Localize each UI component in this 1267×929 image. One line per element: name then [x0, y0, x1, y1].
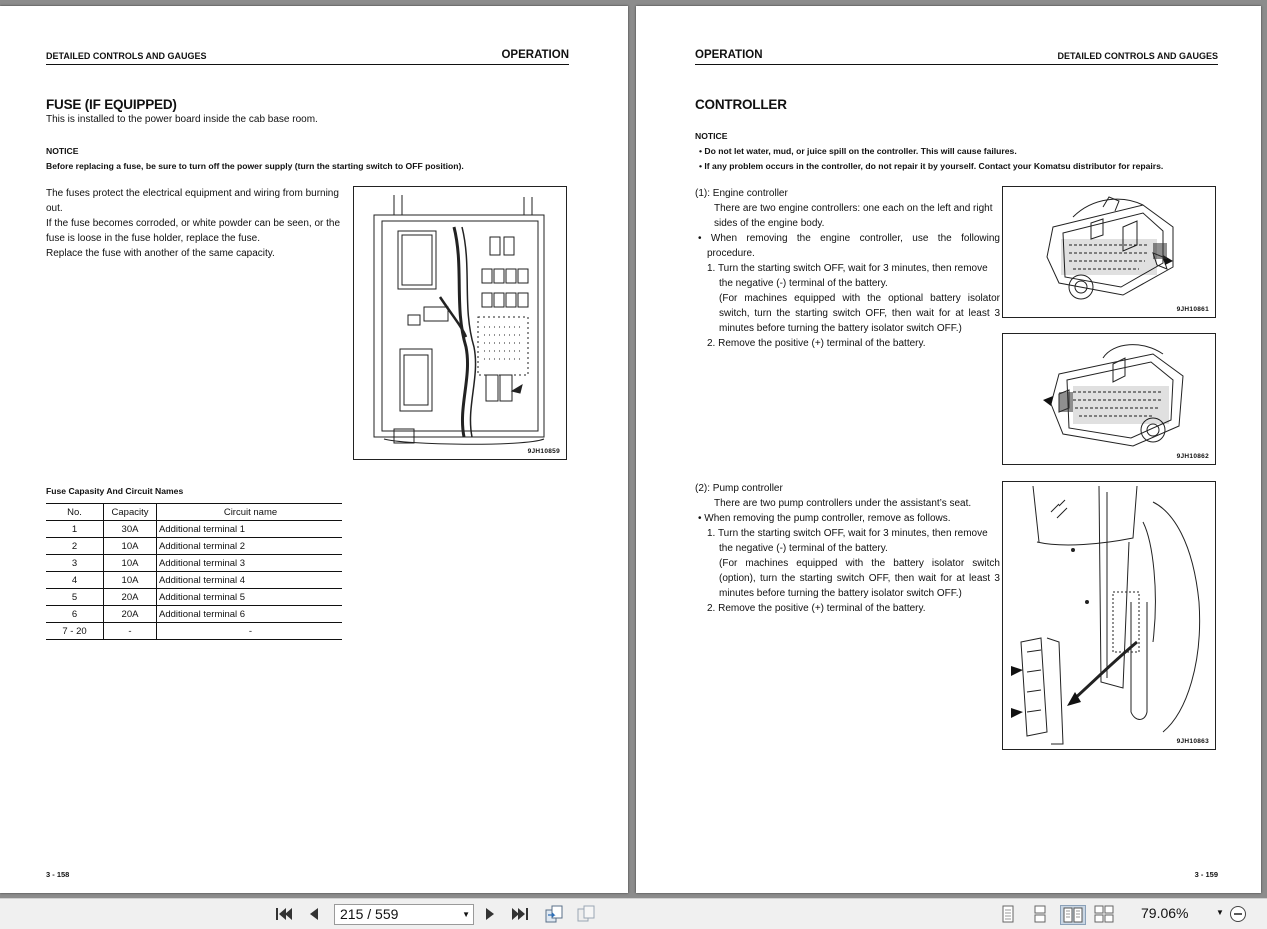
- split-pages-icon: [576, 905, 596, 923]
- last-page-button[interactable]: [510, 905, 530, 923]
- cell-capacity: 10A: [104, 572, 157, 589]
- body-line: 1. Turn the starting switch OFF, wait for 3 minutes, then remove: [707, 528, 988, 539]
- continuous-view-icon: [1032, 905, 1048, 923]
- notice-item: • Do not let water, mud, or juice spill on the controller. This will cause failures.: [699, 146, 1017, 156]
- fuse-board-drawing: [354, 187, 566, 459]
- body-line: minutes before turning the battery isolator switch OFF.): [719, 323, 962, 334]
- table-row: [46, 572, 342, 589]
- extract-pages-icon: [544, 905, 564, 923]
- cell-capacity: 20A: [104, 606, 157, 623]
- notice-item: • If any problem occurs in the controller, do not repair it by yourself. Contact your Komatsu distributor for repairs.: [699, 161, 1164, 171]
- engine-controller-figure-2: [1002, 333, 1216, 465]
- page-number-value: 215 / 559: [340, 906, 399, 922]
- cell-circuit: Additional terminal 3: [157, 555, 343, 572]
- single-page-view-icon: [1000, 905, 1016, 923]
- extract-pages-button[interactable]: [544, 905, 564, 923]
- notice-label: NOTICE: [46, 146, 79, 156]
- body-line: There are two engine controllers: one each on the left and right: [714, 203, 993, 214]
- header-left-text: OPERATION: [695, 49, 763, 61]
- engine-drawing-right: [1003, 334, 1215, 464]
- body-line: sides of the engine body.: [714, 218, 825, 229]
- body-line: Replace the fuse with another of the same capacity.: [46, 248, 275, 259]
- cell-circuit: Additional terminal 2: [157, 538, 343, 555]
- body-line: (For machines equipped with the battery isolator switch: [719, 558, 1000, 569]
- zoom-out-button[interactable]: [1228, 905, 1248, 923]
- table-row: [46, 555, 342, 572]
- figure-label: 9JH10862: [1176, 453, 1209, 460]
- zoom-out-icon: [1229, 905, 1247, 923]
- body-line: The fuses protect the electrical equipment and wiring from burning: [46, 188, 339, 199]
- cell-circuit: Additional terminal 1: [157, 521, 343, 538]
- table-title: Fuse Capasity And Circuit Names: [46, 486, 184, 496]
- body-line: 1. Turn the starting switch OFF, wait for 3 minutes, then remove: [707, 263, 988, 274]
- cell-circuit: -: [157, 623, 343, 640]
- notice-text: Before replacing a fuse, be sure to turn off the power supply (turn the starting switch to OFF position).: [46, 161, 464, 171]
- body-line: out.: [46, 203, 63, 214]
- section-title: FUSE (IF EQUIPPED): [46, 97, 177, 112]
- pump-controller-section: [695, 481, 1000, 616]
- fuse-board-figure: [353, 186, 567, 460]
- col-header-no: No.: [46, 504, 104, 521]
- body-line: If the fuse becomes corroded, or white powder can be seen, or the: [46, 218, 341, 229]
- section-title: CONTROLLER: [695, 97, 787, 112]
- previous-page-button[interactable]: [304, 905, 324, 923]
- notice-label: NOTICE: [695, 131, 728, 141]
- table-row: [46, 606, 342, 623]
- col-header-capacity: Capacity: [104, 504, 157, 521]
- cell-capacity: 10A: [104, 538, 157, 555]
- page-3-159: [636, 6, 1261, 893]
- cell-no: 3: [46, 555, 104, 572]
- table-row: [46, 538, 342, 555]
- cell-no: 5: [46, 589, 104, 606]
- figure-label: 9JH10863: [1176, 738, 1209, 745]
- engine-controller-section: [695, 186, 1000, 351]
- zoom-level[interactable]: 79.06%: [1141, 905, 1189, 921]
- engine-controller-figure-1: [1002, 186, 1216, 318]
- chevron-down-icon[interactable]: ▼: [1216, 908, 1224, 917]
- page-number: 3 - 158: [46, 870, 70, 879]
- viewer-toolbar: [0, 898, 1267, 929]
- pump-controller-figure: [1002, 481, 1216, 750]
- header-right-text: OPERATION: [501, 49, 569, 61]
- split-pages-button[interactable]: [576, 905, 596, 923]
- facing-pages-view-button[interactable]: [1060, 905, 1086, 925]
- cell-circuit: Additional terminal 6: [157, 606, 343, 623]
- page-number-input[interactable]: [334, 904, 474, 925]
- intro-text: This is installed to the power board inside the cab base room.: [46, 114, 318, 125]
- cell-capacity: 20A: [104, 589, 157, 606]
- page-header: [46, 46, 569, 65]
- fuse-description: [46, 186, 351, 261]
- cell-no: 2: [46, 538, 104, 555]
- notice-item-text: If any problem occurs in the controller, do not repair it by yourself. Contact your Komatsu distributor for repairs.: [704, 161, 1164, 171]
- body-line: fuse is loose in the fuse holder, replace the fuse.: [46, 233, 261, 244]
- table-row: [46, 623, 342, 640]
- body-line: • When removing the pump controller, remove as follows.: [698, 513, 951, 524]
- continuous-view-button[interactable]: [1030, 905, 1050, 923]
- body-line: minutes before turning the battery isolator switch OFF.): [719, 588, 962, 599]
- facing-pages-view-icon: [1063, 907, 1083, 923]
- next-page-icon: [483, 906, 497, 922]
- body-line: switch, turn the starting switch OFF, then wait for at least 3: [719, 308, 1000, 319]
- subsection-title: (2): Pump controller: [695, 483, 783, 494]
- body-line: procedure.: [707, 248, 755, 259]
- single-page-view-button[interactable]: [998, 905, 1018, 923]
- table-row: [46, 521, 342, 538]
- skip-to-last-icon: [511, 906, 529, 922]
- notice-item-text: Do not let water, mud, or juice spill on the controller. This will cause failures.: [704, 146, 1017, 156]
- body-line: the negative (-) terminal of the battery.: [719, 278, 888, 289]
- first-page-button[interactable]: [274, 905, 294, 923]
- cell-no: 4: [46, 572, 104, 589]
- header-right-text: DETAILED CONTROLS AND GAUGES: [1057, 51, 1218, 61]
- page-3-158: [0, 6, 628, 893]
- facing-continuous-view-icon: [1094, 905, 1114, 923]
- next-page-button[interactable]: [480, 905, 500, 923]
- body-line: There are two pump controllers under the assistant’s seat.: [714, 498, 972, 509]
- cell-capacity: 30A: [104, 521, 157, 538]
- chevron-down-icon[interactable]: ▼: [462, 910, 470, 919]
- header-left-text: DETAILED CONTROLS AND GAUGES: [46, 51, 207, 61]
- body-line: (For machines equipped with the optional battery isolator: [719, 293, 1000, 304]
- cell-circuit: Additional terminal 5: [157, 589, 343, 606]
- figure-label: 9JH10859: [527, 448, 560, 455]
- cab-interior-drawing: [1003, 482, 1215, 749]
- body-line: the negative (-) terminal of the battery.: [719, 543, 888, 554]
- figure-label: 9JH10861: [1176, 306, 1209, 313]
- cell-no: 7 - 20: [46, 623, 104, 640]
- cell-no: 1: [46, 521, 104, 538]
- body-line: (option), turn the starting switch OFF, then wait for at least 3: [719, 573, 1000, 584]
- skip-to-first-icon: [275, 906, 293, 922]
- body-line: 2. Remove the positive (+) terminal of the battery.: [707, 603, 926, 614]
- subsection-title: (1): Engine controller: [695, 188, 788, 199]
- page-number: 3 - 159: [1194, 870, 1218, 879]
- engine-drawing-left: [1003, 187, 1215, 317]
- cell-circuit: Additional terminal 4: [157, 572, 343, 589]
- page-header: [695, 46, 1218, 65]
- cell-capacity: -: [104, 623, 157, 640]
- col-header-circuit: Circuit name: [157, 504, 343, 521]
- facing-continuous-view-button[interactable]: [1094, 905, 1114, 923]
- table-header-row: [46, 504, 342, 521]
- cell-no: 6: [46, 606, 104, 623]
- cell-capacity: 10A: [104, 555, 157, 572]
- body-line: • When removing the engine controller, use the following: [698, 233, 1000, 244]
- table-row: [46, 589, 342, 606]
- body-line: 2. Remove the positive (+) terminal of the battery.: [707, 338, 926, 349]
- fuse-capacity-table: [46, 503, 342, 640]
- previous-page-icon: [307, 906, 321, 922]
